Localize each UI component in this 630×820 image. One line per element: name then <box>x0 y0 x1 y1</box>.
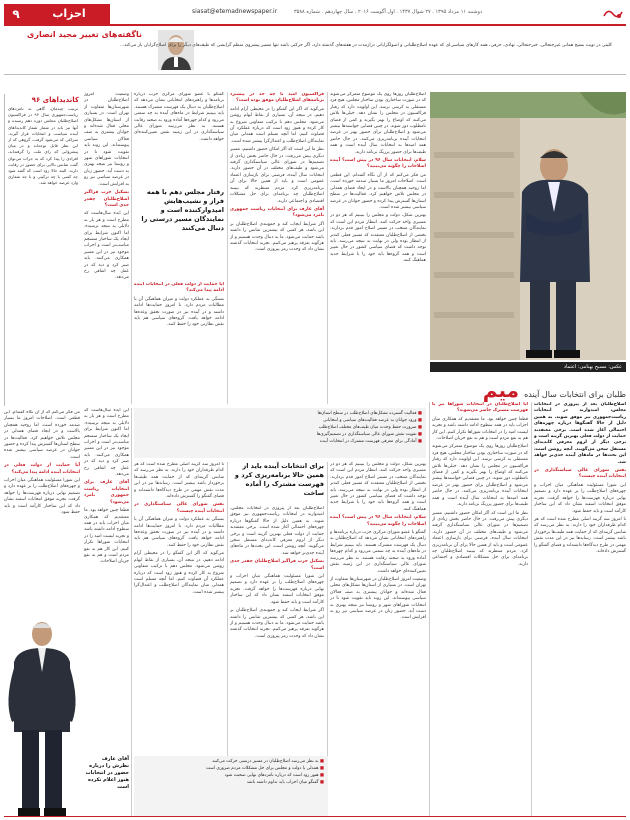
sidebar-candidates <box>4 94 81 406</box>
article-question: آیا اصلاح‌طلبان در انتخابات شوراها نیز با فهرست مشترک حاضر می‌شوند؟ <box>432 402 528 414</box>
highlight-item: ■ ضرورت حفظ وحدت میان طیف‌های مختلف اصلاح‌طلب <box>138 424 422 431</box>
highlight-item: ■ آمادگی برای معرفی فهرست مشترک در انتخابات آینده <box>138 438 422 445</box>
article-column-3b <box>134 282 224 404</box>
section-title: احزاب <box>28 4 110 24</box>
article-question: آقای عارف برای انتخابات ریاست جمهوری نامزد می‌شود؟ <box>84 480 129 505</box>
article-question: نقش شورای عالی سیاستگذاری در انتخابات آینده چیست؟ <box>134 502 224 514</box>
issue-line: دوشنبه ۱۱ مرداد ۱۳۹۵ . ۲۷ شوال ۱۴۳۷ . اول آگوست ۲۰۱۶ . سال چهاردهم . شماره ۳۵۸۸ <box>294 9 483 15</box>
article-column-11 <box>4 410 80 610</box>
article-column-10 <box>84 408 129 752</box>
article-paragraph: این شورا مسئولیت هماهنگی میان احزاب و چهره‌های اصلاح‌طلب را بر عهده دارد و تصمیم نهایی درباره فهرست‌ها را خواهد گرفت. تجربه موفق انتخابات اسفند نشان داد که این ساختار کارآمد است و باید حفظ شود. <box>534 482 626 514</box>
column-divider <box>131 92 132 404</box>
opinion-column <box>4 28 626 75</box>
article-paragraph: این ایده سال‌هاست که مطرح است و هر بار به دلایلی به نتیجه نرسیده. اما اکنون شرایط برای ایجاد یک ساختار منسجم مناسب‌تر است و احزاب موجود نیز در این مسیر همکاری می‌کنند. باید صبر کرد و دید که در عمل چه اتفاقی رخ می‌دهد. <box>84 408 129 478</box>
second-person-portrait-icon <box>4 612 80 820</box>
article-paragraph: می‌گوید که اگر این گفتگو را در محیطی آرام ادامه دهیم، در نتیجه آن، بسیاری از نقاط ابهام روشن می‌شود. مجلس دهم با ترکیب متفاوتی شروع به کار کرده و هنوز زود است که درباره عملکرد آن قضاوت کنیم. اما آنچه مسلم است همدلی میان نمایندگان اصلاح‌طلب و اعتدال‌گرا بیشتر شده است. <box>134 551 224 595</box>
pull-quote: آقای عارف نظرش را درباره حضور در انتخابات هنوز اعلام نکرده است <box>85 756 129 790</box>
highlight-item: ■ ورود جوانان به عرصه فعالیت‌های سیاسی و انتخاباتی <box>138 417 422 424</box>
article-paragraph: تا امروز سه گزینه اصلی مطرح شده است که هر کدام طرفداران خود را دارند. به نظر می‌رسد که شانس گزینه‌ای که از حمایت همه طیف‌ها برخوردار باشد بیشتر است. رسانه‌ها نیز در این مدت نقش مهمی در طرح دیدگاه‌ها داشته‌اند و فضای گفتگو را گسترش داده‌اند. <box>534 516 626 554</box>
second-person-photo <box>4 612 80 820</box>
sidebar-text: ترتیب چیدمان، گاهی به نامزدهای ریاست‌جمهوری سال ۹۶ در فراکسیون اصلاح‌طلبان مجلس دوره دهم رسیده و آنها نیز باید در شمار شمار کاندیداهای آینده سیاست و انتخابات قرار گیرند. سراغی که می‌شود گرفت، گروهی که از این نظر قابل توجه‌اند و در میان پیشروانی که رای ملت را گرفته‌اند، افرادی را پیدا کرد که به جرات می‌توان گفت شانس بالایی برای حضور در رقابت دارند. البته حالا زود است که گفته شود چه کسی با چه ترکیبی و با چه شعاری وارد عرصه خواهد شد. <box>8 106 78 186</box>
article-paragraph: گفتگو با عضو شورای مرکزی حزب درباره برنامه‌ها و راهبردهای انتخاباتی نشان می‌دهد که اصلاح‌طلبان به دنبال یک فهرست مشترک هستند. باید ببینیم شرایط در ماه‌های آینده به چه سمتی می‌رود و کدام چهره‌ها آماده ورود به صحنه رقابت هستند. به نظر می‌رسد شورای عالی سیاستگذاری در این زمینه نقش تعیین‌کننده‌ای خواهد داشت. <box>330 530 426 574</box>
article-paragraph: اگر شرایط ایجاب کند و جمع‌بندی اصلاح‌طلبان بر این باشد، هر کسی که بیشترین شانس را داشته باشد حمایت می‌شود. ما به دنبال وحدت هستیم و از هرگونه تفرقه پرهیز می‌کنیم. تجربه انتخابات گذشته نشان داد که وحدت رمز پیروزی است. <box>230 608 324 639</box>
columnist-portrait-icon <box>158 30 194 70</box>
article-question: سلام، انتخابات سال ۹۶ در پیش است؟ آینده اصلاحات را چگونه می‌بینید؟ <box>330 515 426 527</box>
email-link[interactable]: siasat@etemadnewspaper.ir <box>192 8 278 15</box>
column-divider <box>131 408 132 816</box>
column-title: ناگفته‌های تغییر مجید انصاری <box>27 30 142 39</box>
columnist-photo <box>158 30 194 70</box>
article-paragraph: وضعیت امروز اصلاح‌طلبان در شهرستان‌ها متفاوت از تهران است. در بسیاری از استان‌ها تشکل‌های محلی فعال شده‌اند و جوانان بیشتری به صف فعالان سیاسی پیوسته‌اند. این روند باید تقویت شود تا در انتخابات شوراهای شهر و روستا نیز نتیجه بهتری به دست آید. حضور زنان در عرصه سیاسی نیز رو به افزایش است. <box>84 92 129 187</box>
article-column-7 <box>330 462 426 816</box>
article-column-9 <box>134 462 224 752</box>
pull-quote: برای انتخابات آینده باید از همین حالا برنامه‌ریزی کرد و فهرست مشترک را آماده ساخت <box>234 462 324 497</box>
article-paragraph: اگر شرایط ایجاب کند و جمع‌بندی اصلاح‌طلبان بر این باشد، هر کسی که بیشترین شانس را داشته باشد حمایت می‌شود. ما به دنبال وحدت هستیم و از هرگونه تفرقه پرهیز می‌کنیم. تجربه انتخابات گذشته نشان داد که وحدت رمز پیروزی است. <box>230 221 324 253</box>
article-paragraph: من فکر می‌کنم که از آن نگاه گفته‌ام. این قطعی است. اصلاحات امروز ما بسیار صدمه خورده است، اما روحیه همچنان بالاست و در ایجاد فضای همدلی در مجلس تلاش خواهیم کرد. فعالیت‌ها در سطح استان‌ها گسترش پیدا کرده و حضور جوانان در عرصه سیاسی بیشتر شده است. <box>4 410 80 460</box>
article-paragraph: بستگی به عملکرد دولت و میزان هماهنگی آن با مطالبات مردم دارد. تا امروز حمایت‌ها ادامه داشته و در آینده نیز در صورت تحقق وعده‌ها ادامه خواهد یافت. گروه‌های سیاسی هم باید نقش نظارتی خود را حفظ کنند. <box>134 517 224 548</box>
article-paragraph: اصلاح‌طلبان روزها روی یک موضوع متمرکز می‌شوند که در صورت ساختاری بودن ساختار مجلس، هیچ فرد مستقلی به کرسی نرسد. این اولویت دارد که رفتار فراکسیون در مجلس را نشان دهد. خیلی‌ها تلاش می‌کنند که اوضاع را بهتر بگیرند و کمی از فضای نامطلوب دور شوند. در چنین فضایی خواسته‌ها بیشتر می‌شود و اصلاح‌طلبان برای حضور بهتر در عرصه انتخابات آینده برنامه‌ریزی می‌کنند. در حال حاضر همه امیدها به انتخابات سال آینده است و همه طیف‌ها برای حضور پررنگ برنامه دارند. <box>432 444 528 508</box>
article-paragraph: این شورا مسئولیت هماهنگی میان احزاب و چهره‌های اصلاح‌طلب را بر عهده دارد و تصمیم نهایی درباره فهرست‌ها را خواهد گرفت. تجربه موفق انتخابات اسفند نشان داد که این ساختار کارآمد است و باید حفظ شود. <box>230 574 324 605</box>
article-question: تشکیل حزب فراگیر اصلاح‌طلبان چقدر جدی است؟ <box>84 190 129 208</box>
article-paragraph: گفتگو با عضو شورای مرکزی حزب درباره برنامه‌ها و راهبردهای انتخاباتی نشان می‌دهد که اصلاح‌طلبان به دنبال یک فهرست مشترک هستند. باید ببینیم شرایط در ماه‌های آینده به چه سمتی می‌رود و کدام چهره‌ها آماده ورود به صحنه رقابت هستند. به نظر می‌رسد شورای عالی سیاستگذاری در این زمینه نقش تعیین‌کننده‌ای خواهد داشت. <box>134 92 224 142</box>
highlight-item: ■ تقویت نقش شورای عالی سیاستگذاری در تصمیم‌گیری‌ها <box>138 431 422 438</box>
column-text: کلیتی در نوبت بسیج همانی غیرجنجالی، خبرجنجالی، نهادی، حرفی، همه کارهای سیاسی‌ای که عهده اصلاح‌طلبانی و اصولگرایانی درازمدت در هفته‌های گذشته دارد، اگر حرکتی باشد تنها مسیر پیشروی منظم گرایشی که طیف‌های دیگر را برای اصلاح‌گرایان باز می‌کند... <box>119 43 612 48</box>
article-paragraph: وضعیت امروز اصلاح‌طلبان در شهرستان‌ها متفاوت از تهران است. در بسیاری از استان‌ها تشکل‌های محلی فعال شده‌اند و جوانان بیشتری به صف فعالان سیاسی پیوسته‌اند. این روند باید تقویت شود تا در انتخابات شوراهای شهر و روستا نیز نتیجه بهتری به دست آید. حضور زنان در عرصه سیاسی نیز رو به افزایش است. <box>330 576 426 621</box>
photo-caption: عکس: مسیح بهنامی: اعتماد <box>430 362 626 372</box>
headline-kicker: طلبان برای انتخابات سال آینده <box>524 390 626 399</box>
page-number: ۹ <box>4 4 28 24</box>
column-divider <box>429 402 430 816</box>
interviewee-portrait-icon <box>430 92 626 360</box>
highlight-item: ■ همدلی با دولت و مجلس برای حل مشکلات مردم ضروری است <box>138 765 324 772</box>
article-paragraph: بهترین شکل، دولت و مجلس را ببینیم که هر دو در مسیری واحد حرکت کنند. انتظار مردم این است که نمایندگان منتخب در مسیر اصلاح امور قدم بردارند. بخشی از اصلاح‌طلبان معتقدند که مسیر فعلی کندتر از انتظار بوده ولی در نهایت به نتیجه می‌رسد. باید توجه داشت که فضای سیاسی کشور در حال تغییر است و همه گروه‌ها باید خود را با شرایط جدید هماهنگ کنند. <box>330 462 426 512</box>
article-paragraph: بستگی به عملکرد دولت و میزان هماهنگی آن با مطالبات مردم دارد. تا امروز حمایت‌ها ادامه داشته و در آینده نیز در صورت تحقق وعده‌ها ادامه خواهد یافت. گروه‌های سیاسی هم باید نقش نظارتی خود را حفظ کنند. <box>134 296 224 328</box>
article-paragraph: من فکر می‌کنم که از آن نگاه گفته‌ام. این قطعی است. اصلاحات امروز ما بسیار صدمه خورده است، اما روحیه همچنان بالاست و در ایجاد فضای همدلی در مجلس تلاش خواهیم کرد. فعالیت‌ها در سطح استان‌ها گسترش پیدا کرده و حضور جوانان در عرصه سیاسی بیشتر شده است. <box>330 172 426 210</box>
highlight-item: ■ به نظر می‌رسد اصلاح‌طلبان در مسیر درستی حرکت می‌کنند <box>138 758 324 765</box>
headline-main: میم <box>482 378 519 402</box>
newspaper-logo-icon <box>602 6 624 21</box>
highlight-item: ■ هنوز زود است که درباره نامزدهای نهایی صحبت شود <box>138 772 324 779</box>
article-paragraph: این شورا مسئولیت هماهنگی میان احزاب و چهره‌های اصلاح‌طلب را بر عهده دارد و تصمیم نهایی درباره فهرست‌ها را خواهد گرفت. تجربه موفق انتخابات اسفند نشان داد که این ساختار کارآمد است و باید حفظ شود. <box>4 478 80 516</box>
article-question: فراکسیون امید تا چه حد در پیشبرد برنامه‌های اصلاح‌طلبان موفق بوده است؟ <box>230 92 324 104</box>
article-column-2 <box>230 92 324 402</box>
article-question: سلام، انتخابات سال ۹۶ در پیش است؟ آینده اصلاحات را چگونه می‌بینید؟ <box>330 158 426 170</box>
column-divider <box>227 92 228 404</box>
article-paragraph: قطعا چنین خواهد بود. ما معتقدیم که همکاری میان احزاب باید در همه سطوح ادامه داشته باشد و تجربه لیست امید را در انتخابات شوراها تکرار کنیم. این کار هم به نفع مردم است و هم به نفع جریان اصلاحات. <box>84 508 129 565</box>
article-paragraph: نظر ما این است که اگر امکان حضور داشتیم، مسیر دیگری پیش می‌رفت. در حال حاضر بخش زیادی از تصمیم‌ها در شورای عالی سیاستگذاری گرفته می‌شود و طیف‌های مختلف در آن حضور دارند. انتخابات سال آینده، فرصتی برای بازسازی اعتماد عمومی است و باید از همین حالا برای آن برنامه‌ریزی کرد. مردم منتظرند که ببینند اصلاح‌طلبان چه برنامه‌ای برای حل مشکلات اقتصادی و اجتماعی دارند. <box>230 147 324 204</box>
article-question: آیا حمایت از دولت فعلی در انتخابات آینده ادامه پیدا می‌کند؟ <box>134 282 224 294</box>
article-column-4 <box>84 92 129 404</box>
article-lead: اصلاح‌طلبان بعد از پیروزی در انتخابات مجلس، امیدوارند در انتخابات ریاست‌جمهوری نیز موفق شوند. به همین دلیل از حالا گفتگوها درباره چهره‌های احتمالی آغاز شده است. برخی معتقدند حمایت از دولت فعلی بهترین گزینه است و برخی دیگر از لزوم معرفی کاندیدای مستقل سخن می‌گویند. آنچه روشن است، این بحث‌ها در ماه‌های آینده جدی‌تر خواهد شد. <box>534 402 626 465</box>
column-divider <box>327 92 328 404</box>
article-question: نقش شورای عالی سیاستگذاری در انتخابات آینده چیست؟ <box>534 468 626 480</box>
sidebar-title: کاندیداهای ۹۶ <box>31 96 79 104</box>
article-column-3 <box>134 92 224 184</box>
article-paragraph: نظر ما این است که اگر امکان حضور داشتیم، مسیر دیگری پیش می‌رفت. در حال حاضر بخش زیادی از تصمیم‌ها در شورای عالی سیاستگذاری گرفته می‌شود و طیف‌های مختلف در آن حضور دارند. انتخابات سال آینده، فرصتی برای بازسازی اعتماد عمومی است و باید از همین حالا برای آن برنامه‌ریزی کرد. مردم منتظرند که ببینند اصلاح‌طلبان چه برنامه‌ای برای حل مشکلات اقتصادی و اجتماعی دارند. <box>432 510 528 567</box>
article-paragraph: می‌گوید که اگر این گفتگو را در محیطی آرام ادامه دهیم، در نتیجه آن، بسیاری از نقاط ابهام روشن می‌شود. مجلس دهم با ترکیب متفاوتی شروع به کار کرده و هنوز زود است که درباره عملکرد آن قضاوت کنیم. اما آنچه مسلم است همدلی میان نمایندگان اصلاح‌طلب و اعتدال‌گرا بیشتر شده است. <box>230 106 324 144</box>
headline <box>430 378 626 402</box>
article-column-6 <box>432 402 528 816</box>
pull-quote: رفتار مجلس دهم با همه فراز و نشیب‌هایش امیدوارکننده است و نمایندگان مسیر درستی را دنبال می‌کنند <box>141 188 224 232</box>
article-paragraph: قطعا چنین خواهد بود. ما معتقدیم که همکاری میان احزاب باید در همه سطوح ادامه داشته باشد و تجربه لیست امید را در انتخابات شوراها تکرار کنیم. این کار هم به نفع مردم است و هم به نفع جریان اصلاحات. <box>432 416 528 442</box>
footer-rule <box>4 816 626 817</box>
article-paragraph: اصلاح‌طلبان روزها روی یک موضوع متمرکز می‌شوند که در صورت ساختاری بودن ساختار مجلس، هیچ فرد مستقلی به کرسی نرسد. این اولویت دارد که رفتار فراکسیون در مجلس را نشان دهد. خیلی‌ها تلاش می‌کنند که اوضاع را بهتر بگیرند و کمی از فضای نامطلوب دور شوند. در چنین فضایی خواسته‌ها بیشتر می‌شود و اصلاح‌طلبان برای حضور بهتر در عرصه انتخابات آینده برنامه‌ریزی می‌کنند. در حال حاضر همه امیدها به انتخابات سال آینده است و همه طیف‌ها برای حضور پررنگ برنامه دارند. <box>330 92 426 155</box>
interviewee-photo <box>430 92 626 360</box>
article-paragraph: بهترین شکل، دولت و مجلس را ببینیم که هر دو در مسیری واحد حرکت کنند. انتظار مردم این است که نمایندگان منتخب در مسیر اصلاح امور قدم بردارند. بخشی از اصلاح‌طلبان معتقدند که مسیر فعلی کندتر از انتظار بوده ولی در نهایت به نتیجه می‌رسد. باید توجه داشت که فضای سیاسی کشور در حال تغییر است و همه گروه‌ها باید خود را با شرایط جدید هماهنگ کنند. <box>330 213 426 264</box>
article-paragraph: تا امروز سه گزینه اصلی مطرح شده است که هر کدام طرفداران خود را دارند. به نظر می‌رسد که شانس گزینه‌ای که از حمایت همه طیف‌ها برخوردار باشد بیشتر است. رسانه‌ها نیز در این مدت نقش مهمی در طرح دیدگاه‌ها داشته‌اند و فضای گفتگو را گسترش داده‌اند. <box>134 462 224 500</box>
article-column-1 <box>330 92 426 402</box>
article-paragraph: اصلاح‌طلبان بعد از پیروزی در انتخابات مجلس، امیدوارند در انتخابات ریاست‌جمهوری نیز موفق شوند. به همین دلیل از حالا گفتگوها درباره چهره‌های احتمالی آغاز شده است. برخی معتقدند حمایت از دولت فعلی بهترین گزینه است و برخی دیگر از لزوم معرفی کاندیدای مستقل سخن می‌گویند. آنچه روشن است، این بحث‌ها در ماه‌های آینده جدی‌تر خواهد شد. <box>230 506 324 556</box>
bottom-highlights-box <box>134 756 328 816</box>
article-paragraph: این ایده سال‌هاست که مطرح است و هر بار به دلایلی به نتیجه نرسیده. اما اکنون شرایط برای ایجاد یک ساختار منسجم مناسب‌تر است و احزاب موجود نیز در این مسیر همکاری می‌کنند. باید صبر کرد و دید که در عمل چه اتفاقی رخ می‌دهد. <box>84 211 129 281</box>
article-question: آقای عارف برای انتخابات ریاست جمهوری نامزد می‌شود؟ <box>230 206 324 219</box>
column-divider <box>531 402 532 816</box>
highlight-item: ■ فعالیت گسترده تشکل‌های اصلاح‌طلب در سطح استان‌ها <box>138 410 422 417</box>
highlight-item: ■ گفتگو میان احزاب باید تداوم داشته باشد <box>138 779 324 786</box>
article-question: آیا حمایت از دولت فعلی در انتخابات آینده ادامه پیدا می‌کند؟ <box>4 463 80 475</box>
highlights-box <box>134 408 426 458</box>
article-column-5 <box>534 402 626 816</box>
article-question: تشکیل حزب فراگیر اصلاح‌طلبان چقدر جدی است؟ <box>230 559 324 571</box>
page-header <box>4 4 626 26</box>
